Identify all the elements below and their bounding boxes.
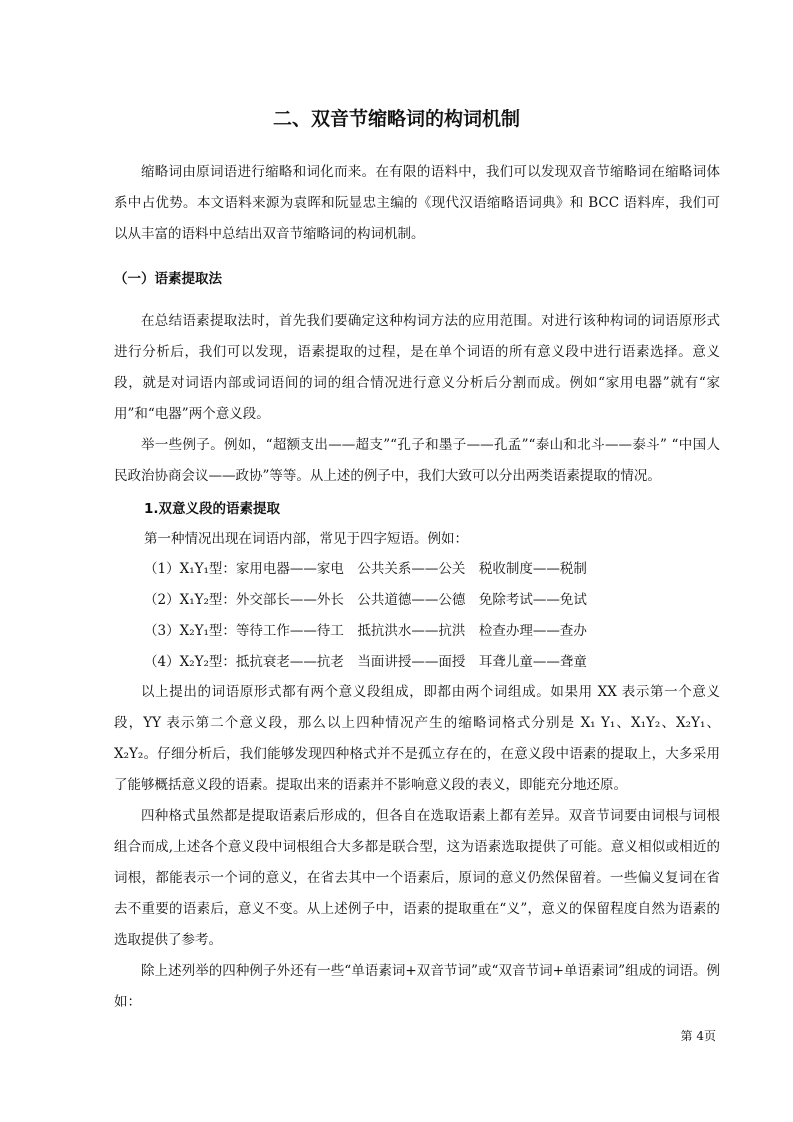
paragraph-scope: 在总结语素提取法时，首先我们要确定这种构词方法的应用范围。对进行该种构词的词语原形式进行分析后，我们可以发现，语素提取的过程，是在单个词语的所有意义段中进行语素选择。意义段，就是对词语内部或词语间的词的组合情况进行意义分析后分割而成。例如“家用电器”就有“家用”和“电器”两个意义段。 bbox=[114, 313, 720, 422]
subsection-heading: （一）语素提取法 bbox=[114, 271, 222, 287]
page-number: 第 4页 bbox=[680, 1029, 716, 1043]
paragraph-differences: 四种格式虽然都是提取语素后形成的，但各自在选取语素上都有差异。双音节词要由词根与词根组合而成,上述各个意义段中词根组合大多都是联合型，这为语素选取提供了可能。意义相似或相近的词根，都能表示一个词的意义，在省去其中一个语素后，原词的意义仍然保留着。一些偏义复词在省去不重要的语素后，意义不变。从上述例子中，语素的提取重在“义”，意义的保留程度自然为语素的选取提供了参考。 bbox=[114, 808, 720, 948]
paragraph-case-intro: 第一种情况出现在词语内部，常见于四字短语。例如： bbox=[144, 531, 468, 547]
example-line-1: （1）X₁Y₁型：家用电器——家电 公共关系——公关 税收制度——税制 bbox=[144, 561, 587, 577]
example-line-3: （3）X₂Y₁型：等待工作——待工 抵抗洪水——抗洪 检查办理——查办 bbox=[144, 623, 587, 639]
paragraph-examples: 举一些例子。例如，“超额支出——超支”“孔子和墨子——孔孟”“泰山和北斗——泰斗” “中国人民政治协商会议——政协”等等。从上述的例子中，我们大致可以分出两类语素提取的情况。 bbox=[114, 437, 720, 484]
section-title: 二、双音节缩略词的构词机制 bbox=[272, 108, 520, 130]
example-line-2: （2）X₁Y₂型：外交部长——外长 公共道德——公德 免除考试——免试 bbox=[144, 592, 587, 608]
example-line-4: （4）X₂Y₂型：抵抗衰老——抗老 当面讲授——面授 耳聋儿童——聋童 bbox=[144, 654, 587, 670]
sub-heading-1: 1.双意义段的语素提取 bbox=[144, 501, 281, 517]
paragraph-intro: 缩略词由原词语进行缩略和词化而来。在有限的语料中，我们可以发现双音节缩略词在缩略词体系中占优势。本文语料来源为袁晖和阮显忠主编的《现代汉语缩略语词典》和 BCC 语料库，我们可以从丰富的语料中总结出双音节缩略词的构词机制。 bbox=[114, 164, 720, 242]
paragraph-analysis: 以上提出的词语原形式都有两个意义段组成，即都由两个词组成。如果用 XX 表示第一个意义段，YY 表示第二个意义段，那么以上四种情况产生的缩略词格式分别是 X₁ Y₁、X₁Y₂、X₂Y₁、X₂Y₂。仔细分析后，我们能够发现四种格式并不是孤立存在的，在意义段中语素的提取上，大多采用了能够概括意义段的语素。提取出来的语素并不影响意义段的表义，即能充分地还原。 bbox=[114, 684, 720, 793]
paragraph-other-cases: 除上述列举的四种例子外还有一些“单语素词+双音节词”或“双音节词+单语素词”组成的词语。例如： bbox=[114, 963, 720, 1010]
